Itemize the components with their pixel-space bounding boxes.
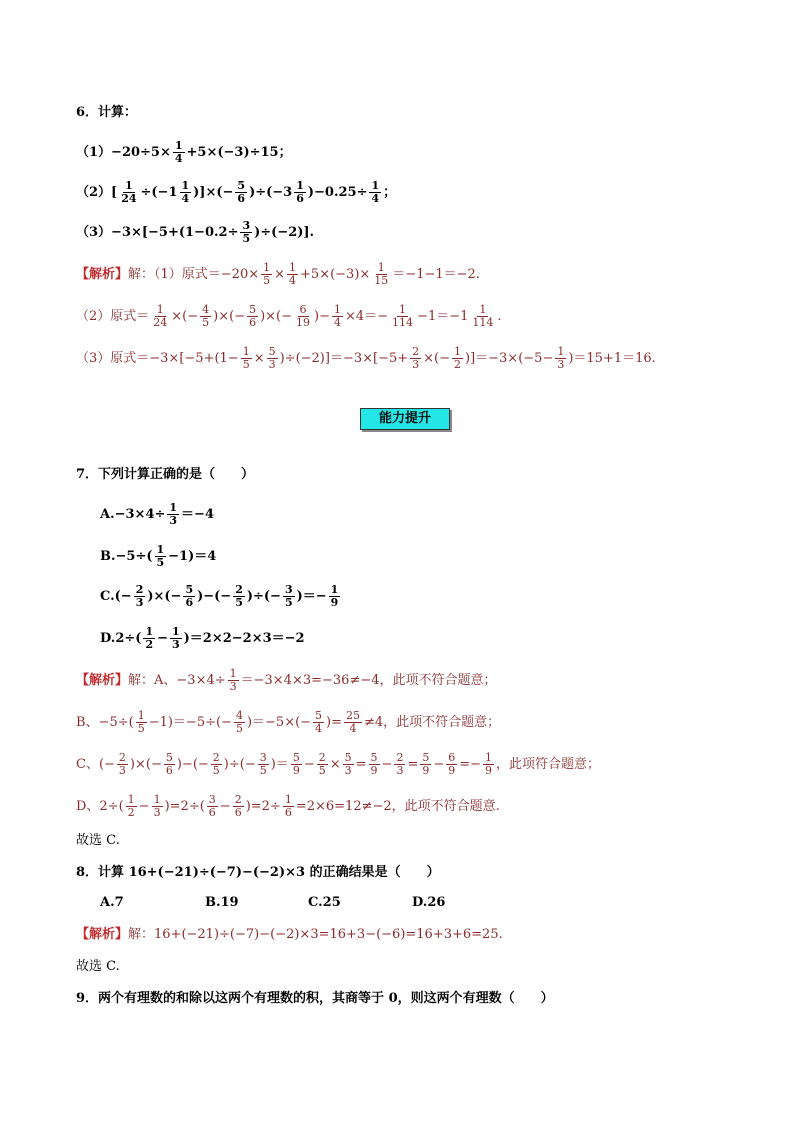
- fraction-numerator: 5: [268, 345, 276, 358]
- fraction-numerator: 5: [344, 751, 352, 764]
- fraction-numerator: 6: [448, 751, 456, 764]
- text-segment: ，此项符合题意；: [496, 756, 601, 772]
- fraction-denominator: 19: [296, 316, 311, 329]
- fraction: [233, 584, 245, 609]
- fraction-denominator: 5: [156, 556, 165, 569]
- fraction: [235, 180, 247, 205]
- fraction-numerator: 2: [234, 793, 242, 806]
- fraction: [152, 794, 163, 819]
- fraction: [258, 752, 269, 777]
- text-segment: （2）原式＝: [76, 308, 150, 324]
- fraction-denominator: 3: [557, 358, 565, 371]
- text-segment: ≠4，此项不符合题意；: [364, 714, 501, 730]
- q7-option-a: [100, 502, 214, 527]
- fraction-numerator: 3: [259, 751, 267, 764]
- q7-answer-a: [76, 668, 497, 693]
- text-segment: )＝−: [296, 588, 327, 604]
- text-segment: )−(−: [197, 588, 232, 604]
- text-segment: )×(−: [260, 308, 293, 324]
- fraction: [555, 346, 566, 371]
- fraction-numerator: 1: [371, 179, 380, 192]
- fraction: [241, 346, 252, 371]
- fraction-denominator: 3: [229, 680, 237, 693]
- fraction-numerator: 2: [135, 583, 144, 596]
- text-segment: −: [303, 756, 315, 772]
- text-segment: .: [497, 308, 502, 324]
- fraction-denominator: 6: [185, 596, 194, 609]
- text-segment: B、−5÷(: [76, 714, 134, 730]
- fraction: [294, 180, 306, 205]
- fraction-denominator: 2: [454, 358, 461, 371]
- text-segment: 解：（1）原式＝−20×: [128, 266, 260, 282]
- fraction-numerator: 1: [454, 345, 461, 358]
- fraction-numerator: 2: [318, 751, 326, 764]
- fraction-denominator: 4: [181, 192, 190, 205]
- fraction-denominator: 2: [127, 806, 135, 819]
- fraction-denominator: 3: [172, 638, 180, 651]
- answer-1-text: [128, 262, 480, 287]
- fraction-numerator: 1: [172, 625, 180, 638]
- q8-options: [100, 894, 445, 912]
- text-segment: )]＝−3×(−5−: [465, 350, 554, 366]
- text-segment: )−(−: [176, 756, 209, 772]
- fraction-numerator: 1: [229, 667, 237, 680]
- text-segment: ×(−: [171, 308, 199, 324]
- fraction: [420, 752, 431, 777]
- fraction: [173, 140, 185, 165]
- fraction-denominator: 6: [234, 806, 242, 819]
- fraction: [155, 544, 167, 569]
- text-segment: −: [433, 756, 445, 772]
- fraction: [283, 794, 294, 819]
- text-segment: +5×(−3)×: [300, 266, 371, 282]
- fraction: [200, 304, 211, 329]
- fraction-denominator: 5: [318, 764, 326, 777]
- q6-answer-1: [76, 262, 480, 287]
- fraction: [369, 752, 380, 777]
- fraction-numerator: 5: [422, 751, 430, 764]
- q7-option-c: [100, 584, 342, 609]
- fraction: [287, 262, 298, 287]
- fraction-numerator: 5: [249, 303, 257, 316]
- q8-answer: [76, 926, 503, 944]
- fraction-numerator: 2: [235, 583, 243, 596]
- fraction: [344, 710, 362, 735]
- fraction-denominator: 24: [121, 192, 137, 205]
- q6-answer-2: [76, 304, 502, 329]
- fraction: [134, 584, 146, 609]
- fraction-numerator: 1: [242, 345, 250, 358]
- fraction-numerator: 5: [165, 751, 173, 764]
- fraction-denominator: 9: [448, 764, 456, 777]
- fraction-numerator: 1: [289, 261, 297, 274]
- fraction-numerator: 5: [292, 751, 300, 764]
- fraction-numerator: 1: [174, 139, 183, 152]
- text-segment: （2）[: [76, 184, 118, 200]
- fraction: [211, 752, 222, 777]
- fraction: [183, 584, 195, 609]
- fraction-numerator: 1: [156, 543, 165, 556]
- fraction-numerator: 1: [399, 303, 407, 316]
- fraction-numerator: 1: [137, 709, 145, 722]
- fraction-denominator: 5: [235, 722, 243, 735]
- text-segment: （1）−20÷5×: [76, 144, 171, 160]
- fraction: [126, 794, 137, 819]
- fraction-denominator: 3: [169, 514, 178, 527]
- q7-option-d: [100, 626, 305, 651]
- q6-part1: [76, 140, 292, 165]
- fraction-numerator: 1: [125, 179, 133, 192]
- fraction-numerator: 1: [330, 583, 339, 596]
- fraction-numerator: 2: [212, 751, 220, 764]
- text-segment: )×(−: [213, 308, 246, 324]
- fraction-numerator: 1: [145, 625, 154, 638]
- fraction: [261, 262, 272, 287]
- fraction-numerator: 5: [237, 179, 246, 192]
- fraction-denominator: 9: [485, 764, 493, 777]
- text-segment: )−: [314, 308, 330, 324]
- fraction-denominator: 24: [153, 316, 168, 329]
- text-segment: D.2÷(: [100, 630, 142, 646]
- text-segment: =: [355, 756, 367, 772]
- fraction-numerator: 1: [156, 303, 164, 316]
- fraction-denominator: 9: [370, 764, 378, 777]
- fraction-denominator: 9: [330, 596, 339, 609]
- text-segment: 解：A、−3×4÷: [128, 672, 226, 688]
- q7-answer-b: [76, 710, 500, 735]
- fraction-numerator: 1: [377, 261, 385, 274]
- fraction-numerator: 1: [263, 261, 271, 274]
- fraction-denominator: 4: [315, 722, 323, 735]
- fraction-denominator: 6: [237, 192, 246, 205]
- text-segment: B.−5÷(: [100, 548, 153, 564]
- text-segment: ×4＝−: [344, 308, 389, 324]
- fraction: [240, 220, 252, 245]
- text-segment: −: [138, 798, 150, 814]
- fraction-numerator: 3: [284, 583, 293, 596]
- fraction-denominator: 4: [174, 152, 183, 165]
- fraction-numerator: 3: [242, 219, 251, 232]
- fraction-denominator: 5: [137, 722, 145, 735]
- fraction: [234, 710, 245, 735]
- q8-option-a: A.7: [100, 895, 124, 910]
- fraction-denominator: 6: [296, 192, 304, 205]
- fraction: [247, 304, 258, 329]
- q8-title: 8．计算 16+(−21)÷(−7)−(−2)×3 的正确结果是（ ）: [76, 865, 440, 880]
- text-segment: −: [381, 756, 393, 772]
- text-segment: )=: [326, 714, 343, 730]
- text-segment: =2×6=12≠−2，此项不符合题意.: [295, 798, 500, 814]
- q6-answer-3: [76, 346, 656, 371]
- fraction-numerator: 5: [185, 583, 194, 596]
- analysis-tag: 【解析】: [76, 927, 129, 942]
- text-segment: )÷(−: [223, 756, 256, 772]
- q6-part2: [76, 180, 396, 205]
- text-segment: )÷(−: [246, 588, 281, 604]
- fraction: [233, 794, 244, 819]
- text-segment: −1)＝4: [168, 548, 217, 564]
- q8-option-c: C.25: [308, 895, 341, 910]
- fraction: [228, 668, 239, 693]
- fraction-denominator: 5: [242, 358, 250, 371]
- fraction: [170, 626, 182, 651]
- fraction: [119, 180, 138, 205]
- fraction-numerator: 5: [370, 751, 378, 764]
- text-segment: )÷(−2)]＝−3×[−5+: [279, 350, 409, 366]
- text-segment: C.(−: [100, 588, 132, 604]
- fraction: [294, 304, 312, 329]
- fraction-numerator: 1: [181, 179, 190, 192]
- fraction-denominator: 2: [145, 638, 154, 651]
- fraction-denominator: 4: [371, 192, 380, 205]
- fraction-denominator: 3: [153, 806, 161, 819]
- q9-title: 9．两个有理数的和除以这两个有理数的积，其商等于 0，则这两个有理数（ ）: [76, 991, 554, 1006]
- text-segment: ×(−: [423, 350, 450, 366]
- text-segment: ＝−3×4×3=−36≠−4，此项不符合题意；: [240, 672, 497, 688]
- fraction-numerator: 1: [284, 793, 292, 806]
- fraction: [143, 626, 155, 651]
- text-segment: )＝15+1＝16.: [568, 350, 656, 366]
- text-segment: （3）原式＝−3×[−5+(1−: [76, 350, 239, 366]
- fraction: [329, 584, 341, 609]
- text-segment: =−: [459, 756, 482, 772]
- fraction-numerator: 5: [315, 709, 323, 722]
- text-segment: ÷(−1: [140, 184, 178, 200]
- fraction-denominator: 3: [412, 358, 420, 371]
- fraction-denominator: 5: [263, 274, 271, 287]
- fraction-denominator: 3: [135, 596, 144, 609]
- ability-banner: 能力提升: [360, 408, 450, 430]
- fraction-denominator: 6: [165, 764, 173, 777]
- text-segment: =: [407, 756, 419, 772]
- text-segment: )−0.25÷: [307, 184, 368, 200]
- text-segment: ×: [274, 266, 286, 282]
- fraction: [164, 752, 175, 777]
- fraction: [394, 752, 405, 777]
- fraction-denominator: 5: [259, 764, 267, 777]
- text-segment: )÷(−2)].: [254, 224, 315, 240]
- text-segment: )]×(−: [193, 184, 234, 200]
- fraction-denominator: 5: [235, 596, 243, 609]
- text-segment: A.−3×4÷: [100, 506, 166, 522]
- fraction-denominator: 3: [118, 764, 126, 777]
- q8-answer-text: 解：16+(−21)÷(−7)−(−2)×3=16+3−(−6)=16+3+6=25.: [128, 927, 503, 942]
- fraction-denominator: 3: [268, 358, 276, 371]
- fraction: [180, 180, 192, 205]
- fraction-numerator: 1: [479, 303, 487, 316]
- fraction-denominator: 3: [396, 764, 404, 777]
- analysis-tag: 【解析】: [76, 672, 129, 688]
- fraction-denominator: 4: [289, 274, 297, 287]
- fraction-numerator: 1: [333, 303, 341, 316]
- answer-a-text: [128, 668, 496, 693]
- fraction-denominator: 3: [344, 764, 352, 777]
- fraction-numerator: 1: [485, 751, 493, 764]
- fraction: [283, 584, 295, 609]
- q6-title: 6．计算：: [76, 105, 138, 120]
- fraction: [470, 304, 495, 329]
- text-segment: −1＝−1: [417, 308, 469, 324]
- fraction-numerator: 1: [557, 345, 565, 358]
- text-segment: ×: [253, 350, 265, 366]
- fraction-denominator: 6: [249, 316, 257, 329]
- fraction-denominator: 9: [422, 764, 430, 777]
- fraction: [207, 794, 218, 819]
- fraction-denominator: 5: [242, 232, 251, 245]
- text-segment: )＝−5×(−: [246, 714, 312, 730]
- fraction-denominator: 114: [472, 316, 494, 329]
- text-segment: D、2÷(: [76, 798, 124, 814]
- fraction: [117, 752, 128, 777]
- q7-answer-c: [76, 752, 600, 777]
- text-segment: −1)＝−5÷(−: [148, 714, 232, 730]
- fraction-denominator: 5: [202, 316, 210, 329]
- fraction-numerator: 1: [153, 793, 161, 806]
- text-segment: ＝−1−1＝−2.: [392, 266, 480, 282]
- text-segment: （3）−3×[−5+(1−0.2÷: [76, 224, 239, 240]
- q7-title: 7．下列计算正确的是（ ）: [76, 467, 255, 482]
- fraction: [390, 304, 415, 329]
- fraction-numerator: 4: [235, 709, 243, 722]
- text-segment: −: [157, 630, 168, 646]
- fraction-numerator: 1: [127, 793, 135, 806]
- q6-part3: [76, 220, 314, 245]
- fraction: [372, 262, 390, 287]
- q8-option-d: D.26: [412, 895, 446, 910]
- fraction: [291, 752, 302, 777]
- text-segment: −: [219, 798, 231, 814]
- fraction-numerator: 6: [299, 303, 307, 316]
- q7-answer-d: [76, 794, 500, 819]
- fraction-denominator: 114: [392, 316, 414, 329]
- fraction-denominator: 5: [284, 596, 293, 609]
- fraction-denominator: 15: [374, 274, 389, 287]
- fraction: [446, 752, 457, 777]
- text-segment: )＝: [270, 756, 289, 772]
- text-segment: )×(−: [147, 588, 182, 604]
- fraction: [332, 304, 343, 329]
- fraction-numerator: 1: [296, 179, 304, 192]
- text-segment: ；: [383, 184, 397, 200]
- fraction-numerator: 4: [202, 303, 210, 316]
- fraction-numerator: 2: [396, 751, 404, 764]
- fraction: [410, 346, 421, 371]
- text-segment: )=2÷: [245, 798, 281, 814]
- text-segment: )＝2×2−2×3＝−2: [183, 630, 305, 646]
- text-segment: )=2÷(: [164, 798, 205, 814]
- fraction-denominator: 4: [349, 722, 357, 735]
- analysis-tag: 【解析】: [76, 266, 129, 282]
- text-segment: ＝−4: [181, 506, 214, 522]
- fraction-denominator: 9: [292, 764, 300, 777]
- text-segment: )÷(−3: [249, 184, 293, 200]
- fraction-denominator: 4: [333, 316, 341, 329]
- fraction: [317, 752, 328, 777]
- fraction: [136, 710, 147, 735]
- q7-choice: 故选 C.: [76, 833, 120, 848]
- fraction: [313, 710, 324, 735]
- fraction-numerator: 2: [118, 751, 126, 764]
- fraction: [483, 752, 494, 777]
- fraction: [151, 304, 169, 329]
- fraction-numerator: 1: [169, 501, 178, 514]
- fraction: [452, 346, 463, 371]
- q8-choice: 故选 C.: [76, 959, 120, 974]
- fraction-denominator: 6: [284, 806, 292, 819]
- fraction-numerator: 2: [412, 345, 420, 358]
- fraction: [343, 752, 354, 777]
- fraction-numerator: 3: [208, 793, 216, 806]
- text-segment: +5×(−3)÷15；: [186, 144, 292, 160]
- fraction: [167, 502, 179, 527]
- fraction-numerator: 25: [346, 709, 361, 722]
- q7-option-b: [100, 544, 216, 569]
- fraction-denominator: 6: [208, 806, 216, 819]
- text-segment: C、(−: [76, 756, 115, 772]
- text-segment: )×(−: [129, 756, 162, 772]
- fraction-denominator: 5: [212, 764, 220, 777]
- fraction: [369, 180, 381, 205]
- q8-option-b: B.19: [205, 895, 239, 910]
- fraction: [267, 346, 278, 371]
- text-segment: ×: [329, 756, 341, 772]
